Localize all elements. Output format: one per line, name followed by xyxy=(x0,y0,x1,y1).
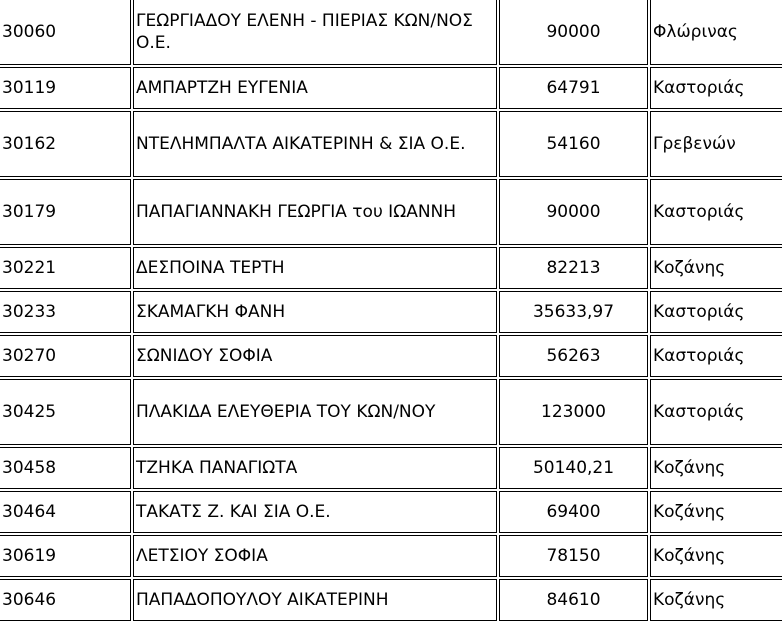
id-cell: 30221 xyxy=(0,247,131,289)
amount-cell: 90000 xyxy=(499,0,648,65)
amount-cell: 84610 xyxy=(499,579,648,621)
table-row xyxy=(0,447,782,489)
table-row xyxy=(0,0,782,65)
area-cell: Κοζάνης xyxy=(650,447,782,489)
name-cell: ΠΛΑΚΙΔΑ ΕΛΕΥΘΕΡΙΑ ΤΟΥ ΚΩΝ/ΝΟΥ xyxy=(133,379,497,445)
id-cell: 30179 xyxy=(0,179,131,245)
area-cell: Κοζάνης xyxy=(650,491,782,533)
area-cell: Καστοριάς xyxy=(650,291,782,333)
area-cell: Καστοριάς xyxy=(650,179,782,245)
area-cell: Κοζάνης xyxy=(650,535,782,577)
name-cell: ΑΜΠΑΡΤΖΗ ΕΥΓΕΝΙΑ xyxy=(133,67,497,109)
area-cell: Γρεβενών xyxy=(650,111,782,177)
table-row xyxy=(0,291,782,333)
name-cell: ΝΤΕΛΗΜΠΑΛΤΑ ΑΙΚΑΤΕΡΙΝΗ & ΣΙΑ Ο.Ε. xyxy=(133,111,497,177)
id-cell: 30270 xyxy=(0,335,131,377)
area-cell: Καστοριάς xyxy=(650,67,782,109)
area-cell: Καστοριάς xyxy=(650,379,782,445)
id-cell: 30060 xyxy=(0,0,131,65)
amount-cell: 35633,97 xyxy=(499,291,648,333)
id-cell: 30233 xyxy=(0,291,131,333)
table-row xyxy=(0,579,782,621)
name-cell: ΔΕΣΠΟΙΝΑ ΤΕΡΤΗ xyxy=(133,247,497,289)
id-cell: 30119 xyxy=(0,67,131,109)
table-row xyxy=(0,111,782,177)
name-cell: ΓΕΩΡΓΙΑΔΟΥ ΕΛΕΝΗ - ΠΙΕΡΙΑΣ ΚΩΝ/ΝΟΣ Ο.Ε. xyxy=(133,0,497,65)
name-cell: ΣΩΝΙΔΟΥ ΣΟΦΙΑ xyxy=(133,335,497,377)
table-row xyxy=(0,335,782,377)
amount-cell: 78150 xyxy=(499,535,648,577)
id-cell: 30458 xyxy=(0,447,131,489)
area-cell: Κοζάνης xyxy=(650,247,782,289)
amount-cell: 54160 xyxy=(499,111,648,177)
id-cell: 30425 xyxy=(0,379,131,445)
table-row xyxy=(0,491,782,533)
amount-cell: 69400 xyxy=(499,491,648,533)
amount-cell: 50140,21 xyxy=(499,447,648,489)
name-cell: ΣΚΑΜΑΓΚΗ ΦΑΝΗ xyxy=(133,291,497,333)
name-cell: ΤΖΗΚΑ ΠΑΝΑΓΙΩΤΑ xyxy=(133,447,497,489)
area-cell: Καστοριάς xyxy=(650,335,782,377)
table-row xyxy=(0,247,782,289)
amount-cell: 123000 xyxy=(499,379,648,445)
id-cell: 30162 xyxy=(0,111,131,177)
table-row xyxy=(0,379,782,445)
name-cell: ΠΑΠΑΓΙΑΝΝΑΚΗ ΓΕΩΡΓΙΑ του ΙΩΑΝΝΗ xyxy=(133,179,497,245)
name-cell: ΤΑΚΑΤΣ Ζ. ΚΑΙ ΣΙΑ Ο.Ε. xyxy=(133,491,497,533)
table-row xyxy=(0,179,782,245)
id-cell: 30646 xyxy=(0,579,131,621)
name-cell: ΠΑΠΑΔΟΠΟΥΛΟΥ ΑΙΚΑΤΕΡΙΝΗ xyxy=(133,579,497,621)
amount-cell: 82213 xyxy=(499,247,648,289)
id-cell: 30464 xyxy=(0,491,131,533)
amount-cell: 64791 xyxy=(499,67,648,109)
area-cell: Κοζάνης xyxy=(650,579,782,621)
id-cell: 30619 xyxy=(0,535,131,577)
area-cell: Φλώρινας xyxy=(650,0,782,65)
table-row xyxy=(0,535,782,577)
name-cell: ΛΕΤΣΙΟΥ ΣΟΦΙΑ xyxy=(133,535,497,577)
table-row xyxy=(0,67,782,109)
amount-cell: 90000 xyxy=(499,179,648,245)
amount-cell: 56263 xyxy=(499,335,648,377)
